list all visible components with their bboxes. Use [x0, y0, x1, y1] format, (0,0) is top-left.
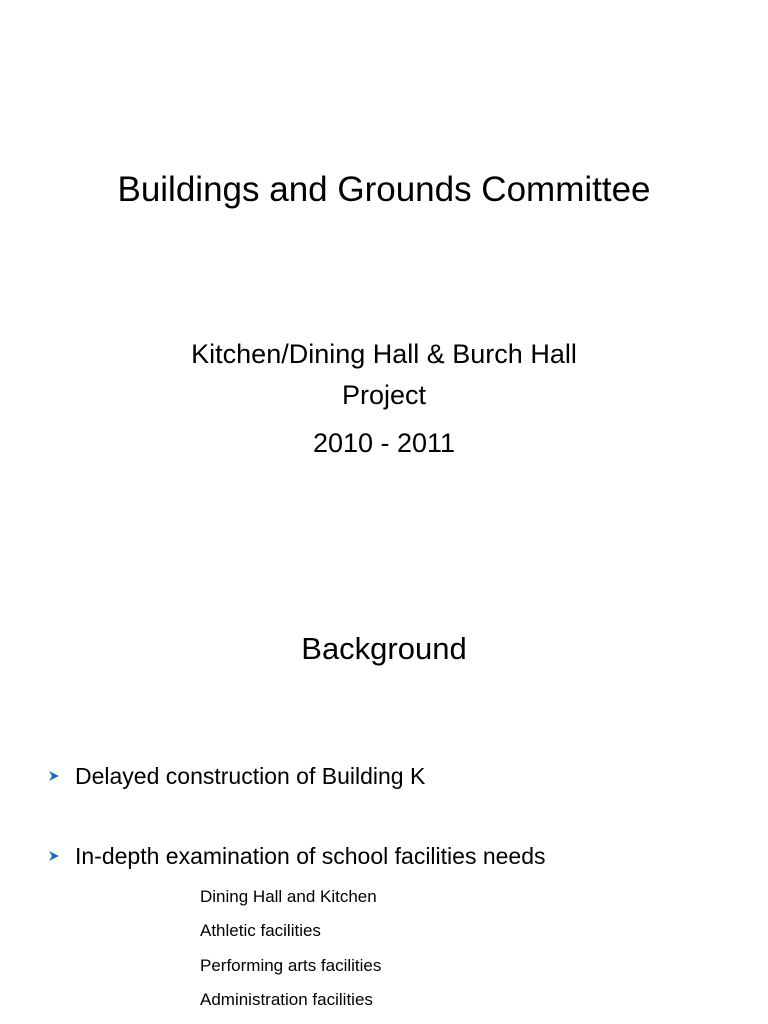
bullet-text: Delayed construction of Building K [75, 763, 426, 789]
slide-subtitle [0, 334, 768, 464]
bullet-item [48, 758, 748, 794]
arrow-bullet-icon [48, 850, 60, 862]
slide-title: Buildings and Grounds Committee [117, 170, 651, 209]
sub-list-item: Dining Hall and Kitchen [200, 887, 377, 906]
bullet-text: In-depth examination of school facilities needs [75, 843, 546, 869]
subtitle-line-1: Kitchen/Dining Hall & Burch Hall [191, 339, 577, 369]
arrow-bullet-icon [48, 770, 60, 782]
section-heading: Background [301, 631, 467, 666]
subtitle-line-2: Project [341, 380, 427, 410]
bullet-item [48, 838, 748, 874]
sub-list [200, 880, 381, 1017]
subtitle-line-3: 2010 - 2011 [312, 428, 456, 458]
sub-list-item: Athletic facilities [200, 921, 321, 941]
sub-list-item: Administration facilities [200, 989, 373, 1009]
sub-list-item: Performing arts facilities [200, 955, 382, 975]
